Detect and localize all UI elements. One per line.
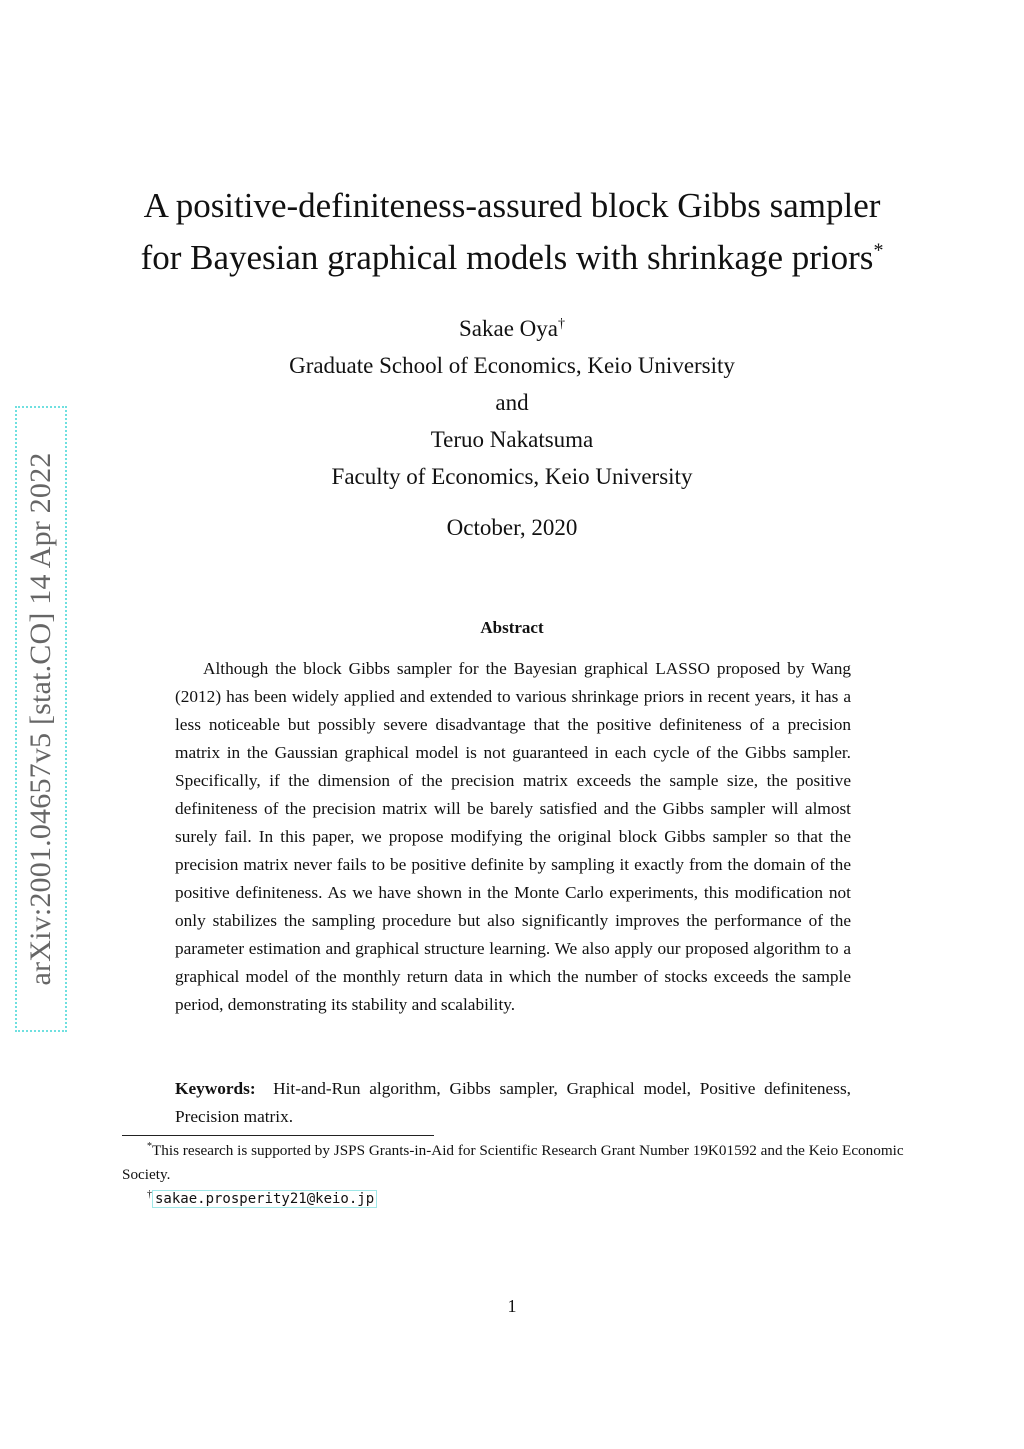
footnote-email [122,1187,907,1211]
arxiv-identifier-stamp[interactable] [15,406,67,1032]
page-number: 1 [507,1296,517,1316]
footnote-email-mark: † [147,1188,152,1200]
email-link[interactable]: sakae.prosperity21@keio.jp [152,1190,377,1208]
title-footnote-mark: * [873,239,884,262]
keywords-label: Keywords: [175,1079,256,1098]
abstract-body: Although the block Gibbs sampler for the Bayesian graphical LASSO proposed by Wang (2012) has been widely applied and extended to various shrinkage priors in recent years, it has a less noticeable but possibly severe disadvantage that the positive definiteness of a precision matrix in the Gaussian graphical model is not guaranteed in each cycle of the Gibbs sampler. Specifically, if the dimension of the precision matrix exceeds the sample size, the positive definiteness of the precision matrix will be barely satisfied and the Gibbs sampler will almost surely fail. In this paper, we propose modifying the original block Gibbs sampler so that the precision matrix never fails to be positive definite by sampling it exactly from the domain of the positive definiteness. As we have shown in the Monte Carlo experiments, this modification not only stabilizes the sampling procedure but also significantly improves the performance of the parameter estimation and graphical structure learning. We also apply our proposed algorithm to a graphical model of the monthly return data in which the number of stocks exceeds the sample period, demonstrating its stability and scalability. [175,659,851,1014]
author-2-affiliation: Faculty of Economics, Keio University [331,464,693,489]
keywords-text: Hit-and-Run algorithm, Gibbs sampler, Graphical model, Positive definiteness, Precision matrix. [175,1079,851,1126]
author-1-name: Sakae Oya [459,316,558,341]
footnote-funding [122,1139,907,1187]
title-line-2-text: for Bayesian graphical models with shrinkage priors [140,238,874,277]
author-1-footnote-mark: † [558,316,565,332]
abstract-heading: Abstract [480,618,544,637]
keywords [175,1075,851,1131]
paper-date: October, 2020 [446,515,578,540]
paper-title [120,180,904,284]
footnotes [122,1139,907,1211]
footnote-funding-mark: * [147,1140,152,1152]
author-1 [120,310,904,347]
title-line-2 [120,232,904,284]
author-conjunction: and [495,390,529,415]
author-2-name: Teruo Nakatsuma [430,427,594,452]
author-1-affiliation: Graduate School of Economics, Keio University [289,353,735,378]
footnote-funding-text: This research is supported by JSPS Grants-in-Aid for Scientific Research Grant Number 19K01592 and the Keio Economic Society. [122,1142,904,1183]
title-line-1: A positive-definiteness-assured block Gibbs sampler [143,186,881,225]
author-block [120,310,904,546]
footnote-divider [122,1135,434,1136]
arxiv-identifier-text: arXiv:2001.04657v5 [stat.CO] 14 Apr 2022 [24,452,57,986]
